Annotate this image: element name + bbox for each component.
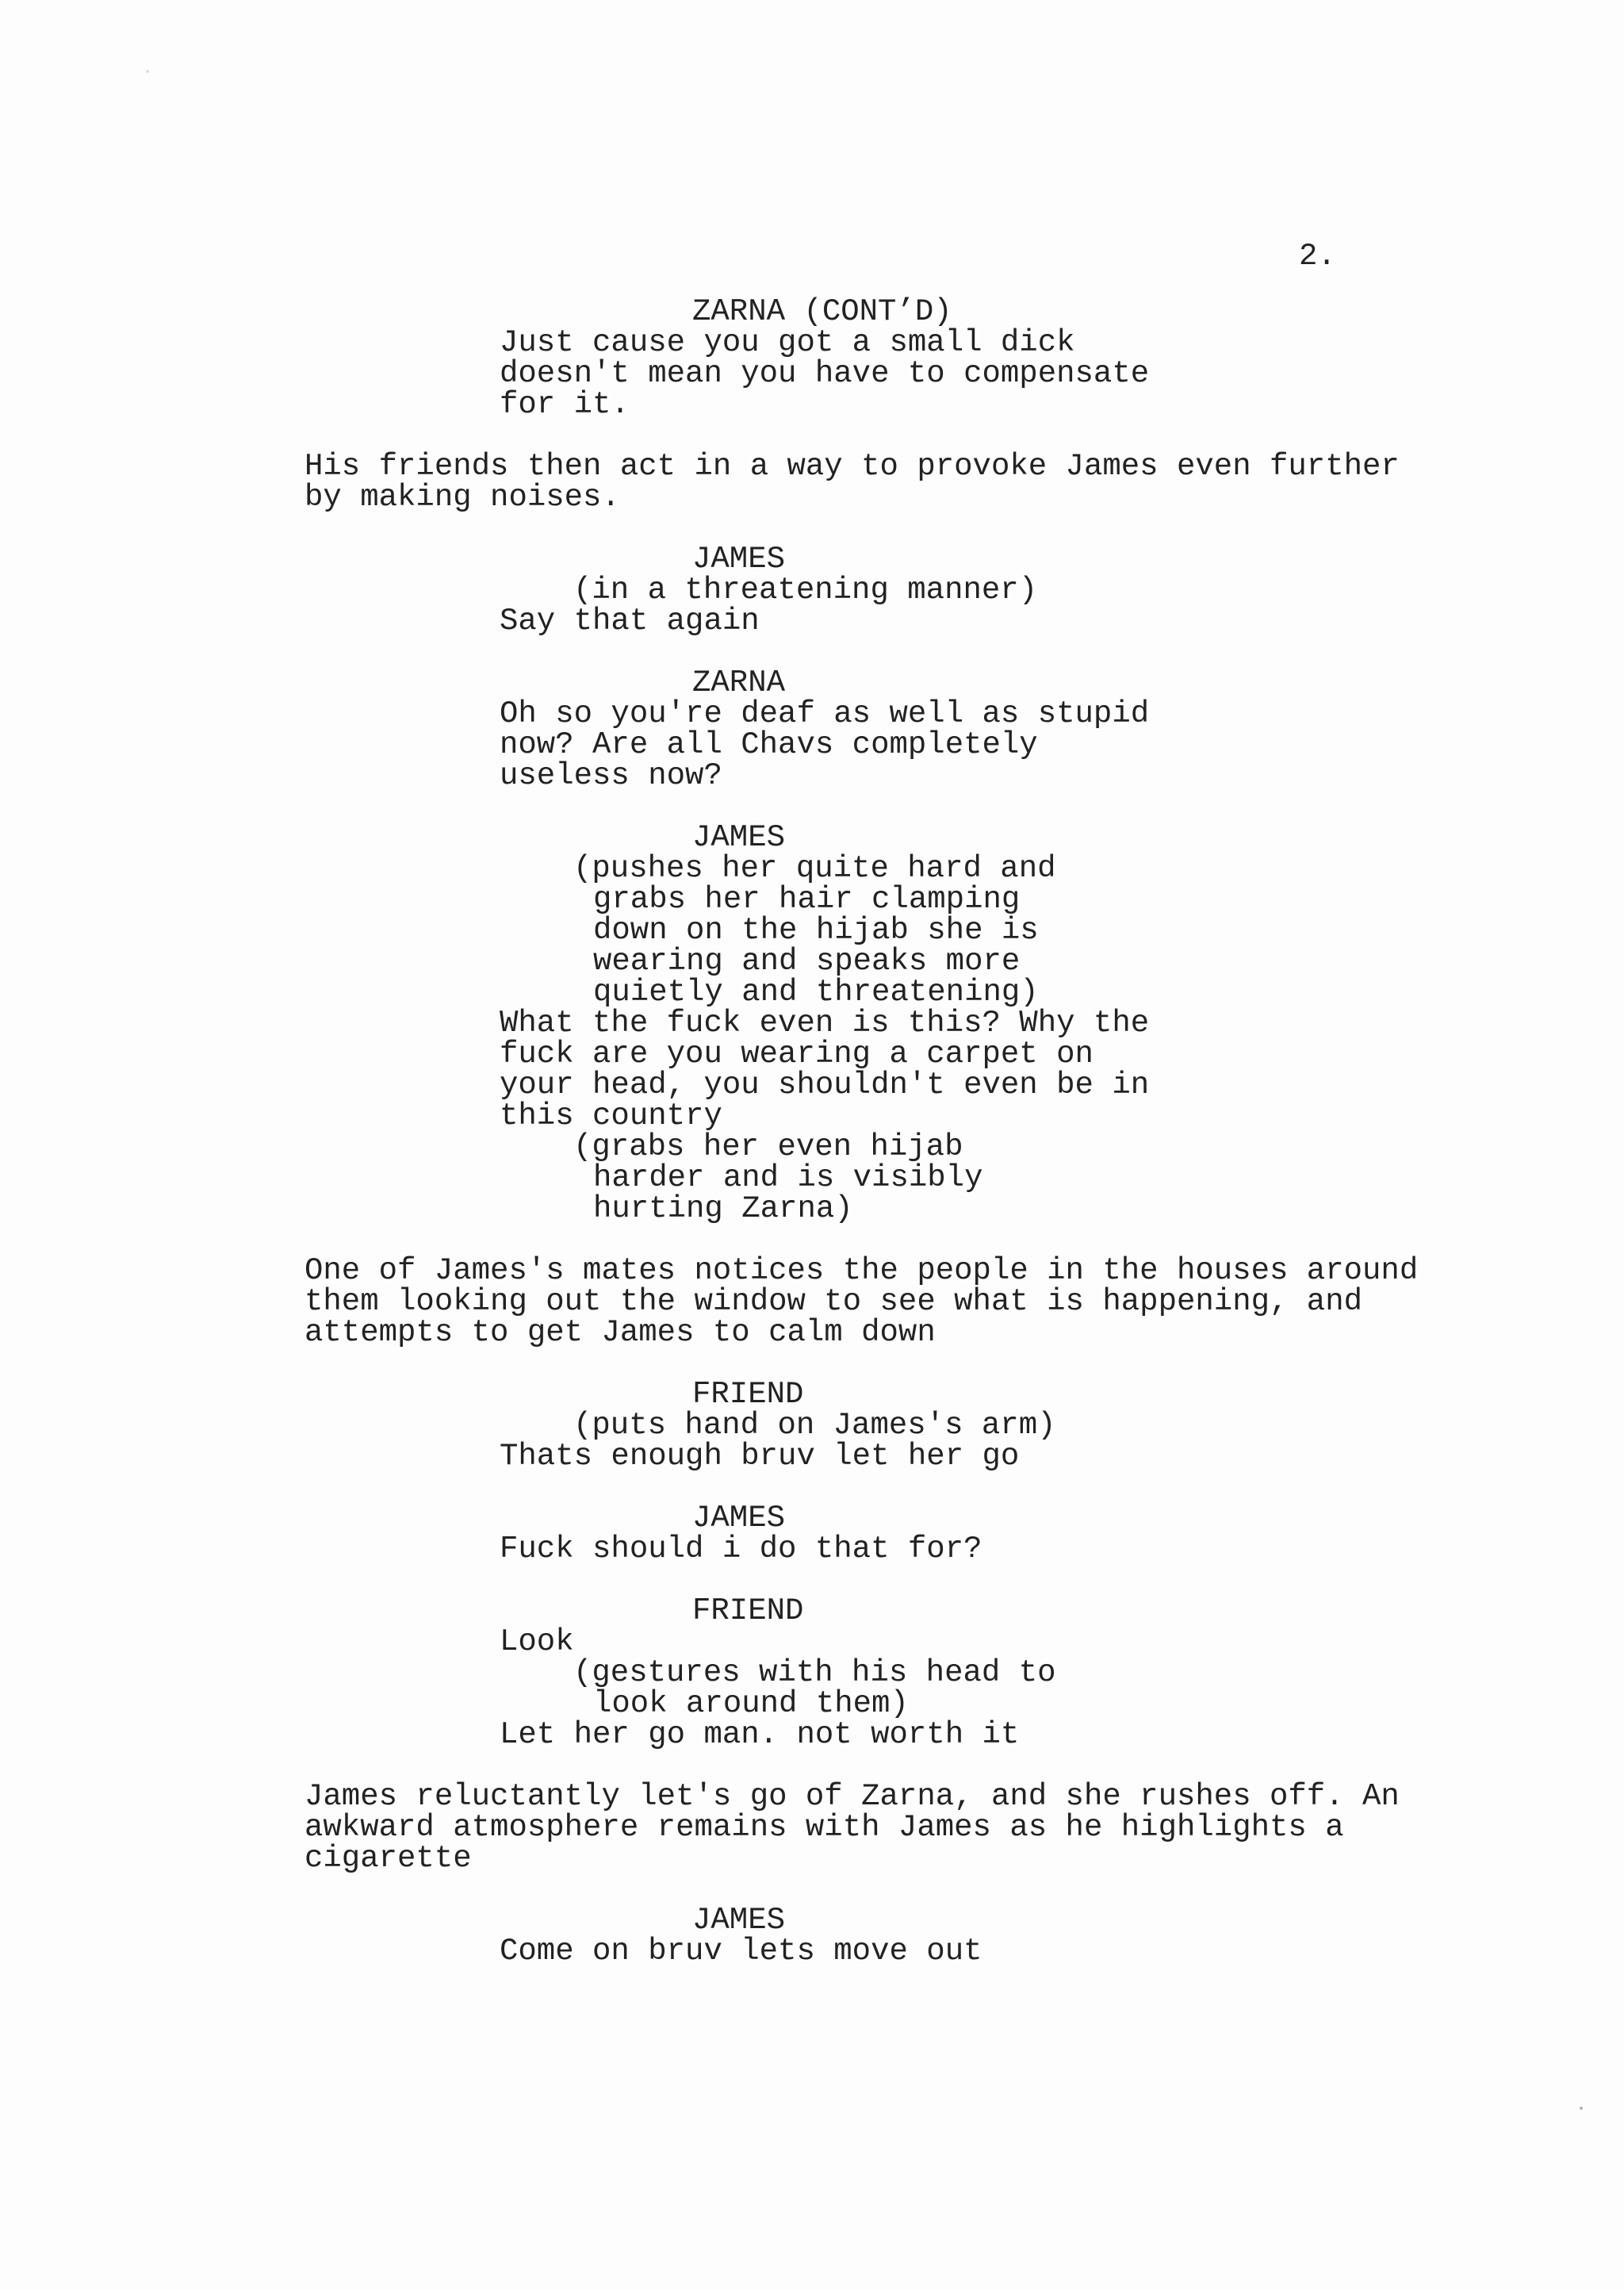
- dialogue-line: What the fuck even is this? Why the: [500, 1006, 1150, 1041]
- parenthetical: (pushes her quite hard and: [573, 851, 1056, 886]
- dialogue-line: Fuck should i do that for?: [500, 1532, 982, 1566]
- dialogue-line: fuck are you wearing a carpet on: [500, 1037, 1094, 1072]
- action-line: James reluctantly let's go of Zarna, and she rushes off. An: [304, 1779, 1400, 1814]
- dialogue-line: Oh so you're deaf as well as stupid: [500, 696, 1150, 731]
- action-line: them looking out the window to see what is happening, and: [304, 1284, 1363, 1319]
- character-name-zarna: ZARNA (CONT’D): [692, 294, 952, 329]
- action-line: One of James's mates notices the people in the houses around: [304, 1253, 1419, 1288]
- character-name-friend: FRIEND: [692, 1593, 804, 1628]
- dialogue-line: Come on bruv lets move out: [500, 1934, 982, 1969]
- dialogue-line: Thats enough bruv let her go: [500, 1439, 1020, 1474]
- character-name-zarna: ZARNA: [692, 665, 786, 700]
- parenthetical: (puts hand on James's arm): [573, 1408, 1056, 1443]
- parenthetical: down on the hijab she is: [593, 913, 1039, 948]
- character-name-friend: FRIEND: [692, 1377, 804, 1412]
- dialogue-line: now? Are all Chavs completely: [500, 727, 1038, 762]
- scan-speck: [146, 70, 149, 73]
- action-line: His friends then act in a way to provoke James even further: [304, 449, 1400, 484]
- parenthetical: wearing and speaks more: [593, 944, 1021, 979]
- dialogue-line: Look: [500, 1624, 574, 1659]
- dialogue-line: for it.: [500, 387, 630, 422]
- dialogue-line: Let her go man. not worth it: [500, 1717, 1020, 1752]
- action-line: awkward atmosphere remains with James as he highlights a: [304, 1810, 1344, 1845]
- dialogue-line: Just cause you got a small dick: [500, 325, 1075, 360]
- parenthetical: look around them): [593, 1686, 909, 1721]
- parenthetical: quietly and threatening): [593, 975, 1039, 1010]
- dialogue-line: your head, you shouldn't even be in: [500, 1068, 1150, 1102]
- character-name-james: JAMES: [692, 1501, 786, 1536]
- page-number: 2.: [1299, 239, 1336, 274]
- parenthetical: (gestures with his head to: [573, 1655, 1056, 1690]
- action-line: by making noises.: [304, 480, 620, 515]
- parenthetical: (grabs her even hijab: [573, 1129, 963, 1164]
- character-name-james: JAMES: [692, 820, 786, 855]
- dialogue-line: Say that again: [500, 604, 760, 638]
- dialogue-line: this country: [500, 1098, 722, 1133]
- parenthetical: grabs her hair clamping: [593, 882, 1021, 917]
- action-line: cigarette: [304, 1841, 472, 1876]
- dialogue-line: useless now?: [500, 758, 722, 793]
- character-name-james: JAMES: [692, 542, 786, 577]
- parenthetical: (in a threatening manner): [573, 573, 1038, 608]
- action-line: attempts to get James to calm down: [304, 1315, 936, 1350]
- scan-speck: [1580, 2107, 1583, 2110]
- character-name-james: JAMES: [692, 1903, 786, 1938]
- dialogue-line: doesn't mean you have to compensate: [500, 356, 1150, 391]
- parenthetical: hurting Zarna): [593, 1191, 853, 1226]
- parenthetical: harder and is visibly: [593, 1160, 983, 1195]
